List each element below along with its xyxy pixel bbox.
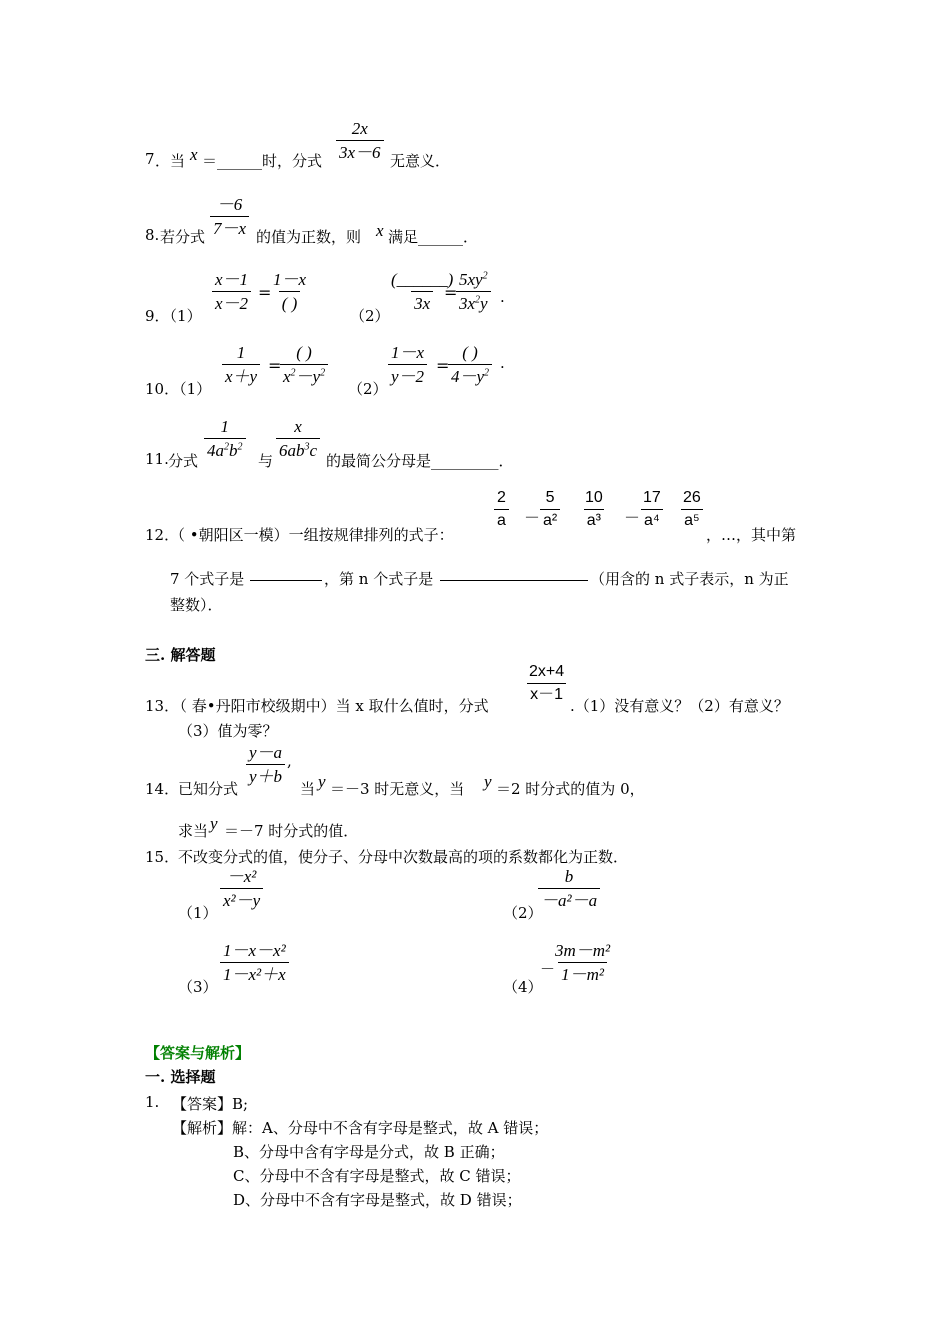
q10-frac-3: 1－x y－2 <box>388 344 427 385</box>
answer-1-number: 1. <box>145 1093 160 1111</box>
q13-number: 13． <box>145 697 180 715</box>
q9-frac-2: 1－x ( ) <box>273 270 307 313</box>
q7-var: x <box>190 145 198 164</box>
q15-frac-3: 1－x－x² 1－x²＋x <box>220 942 289 983</box>
q8-prefix: 若分式 <box>160 228 206 246</box>
q7-number: 7 <box>145 150 155 168</box>
q7-prefix: 当 <box>170 152 186 170</box>
answers-title: 【答案与解析】 <box>145 1044 251 1062</box>
q10-frac-2: ( ) $x^2-y^2$ <box>280 344 328 385</box>
q11-frac-2: x $6ab^3c$ <box>276 418 320 459</box>
q10-number: 10．（1） <box>145 380 212 398</box>
q12-blank-7th[interactable] <box>250 566 322 581</box>
q14-fraction: y－a y＋b <box>246 744 285 785</box>
q8-var: x <box>376 221 384 240</box>
q14-text3: ＝－3 时无意义，当 <box>330 780 465 798</box>
q15-text: 不改变分式的值，使分子、分母中次数最高的项的系数都化为正数． <box>178 848 629 866</box>
q11-number: 11. <box>145 450 169 468</box>
q10-frac-4: ( ) $4-y^2$ <box>448 344 492 385</box>
q15-frac-2: b －a²－a <box>538 868 600 909</box>
q12-term-fraction: 17 a⁴ <box>643 489 661 529</box>
q14-line2a: 求当 <box>178 822 209 840</box>
q11-prefix: 分式 <box>168 452 199 470</box>
q15-label-2: （2） <box>503 904 543 922</box>
q10-label-2: （2） <box>348 380 388 398</box>
q8-suffix: 满足______． <box>388 228 479 246</box>
q14-number: 14． <box>145 780 180 798</box>
q11-mid: 与 <box>258 452 274 470</box>
q7-suffix: 无意义． <box>390 152 451 170</box>
q12-line3: 整数）． <box>170 596 223 614</box>
q9-frac-1: x－1 x－2 <box>212 271 251 312</box>
q12-term-fraction: 5 a² <box>540 490 560 529</box>
q13-text1: （ 春•丹阳市校级期中）当 x 取什么值时，分式 <box>172 697 489 715</box>
q11-suffix: 的最简公分母是_________． <box>326 452 514 470</box>
answer-1-analysis: 【解析】解：A、分母中不含有字母是整式，故 A 错误； <box>172 1119 549 1137</box>
q14-var-3: y <box>210 814 218 833</box>
answer-1-b: B、分母中含有字母是分式，故 B 正确； <box>233 1143 505 1161</box>
q7-frac-num: 2x <box>351 119 368 138</box>
q12-term-fraction: 10 a³ <box>585 489 603 529</box>
q8-fraction <box>210 196 249 237</box>
q7-fraction <box>336 120 384 161</box>
q9-label-2: （2） <box>350 307 390 325</box>
q15-label-3: （3） <box>178 978 218 996</box>
q12-line1: （ •朝阳区一模）一组按规律排列的式子： <box>170 526 454 544</box>
q8-mid: 的值为正数，则 <box>256 228 362 246</box>
q14-text4: ＝2 时分式的值为 0， <box>496 780 645 798</box>
q15-label-4: （4） <box>503 978 543 996</box>
q14-text2: 当 <box>300 780 316 798</box>
q12-term-fraction: 2 a <box>494 490 509 529</box>
q8-frac-num: －6 <box>216 195 243 214</box>
q12-term-fraction: 26 a⁵ <box>683 489 701 529</box>
q12-line2b: ，第 n 个式子是 <box>324 570 434 588</box>
section-3-heading: 三. 解答题 <box>145 646 216 664</box>
q12-blank-nth[interactable] <box>440 566 588 581</box>
q15-frac-1: －x² x²－y <box>220 868 263 909</box>
answer-1-line: 【答案】B; <box>172 1095 249 1113</box>
q12-term-sign: － <box>624 510 641 527</box>
q8-number: 8. <box>145 226 160 244</box>
q14-var-1: y <box>318 772 326 791</box>
q15-frac-4: 3m－m² 1－m² <box>555 941 611 984</box>
q12-tail: ，…，其中第 <box>706 526 797 544</box>
q9-frac-4: $5xy^2$ $3x^2y$ <box>456 271 491 312</box>
answer-1-c: C、分母中不含有字母是整式，故 C 错误； <box>233 1167 521 1185</box>
q11-frac-1: 1 $4a^2b^2$ <box>204 418 246 459</box>
q15-number: 15． <box>145 848 180 866</box>
q9-number: 9．（1） <box>145 307 202 325</box>
q15-label-1: （1） <box>178 904 218 922</box>
q7-frac-den: 3x－6 <box>336 140 384 161</box>
q9-frac-3: (______) 3x <box>391 270 454 313</box>
q14-text1: 已知分式 <box>178 780 239 798</box>
q12-line2c: （用含的 n 式子表示，n 为正 <box>590 570 789 588</box>
q13-text2: .（1）没有意义？（2）有意义？ <box>570 697 789 715</box>
q12-line2a: 7 个式子是 <box>170 570 245 588</box>
q8-frac-den: 7－x <box>210 216 249 237</box>
q13-line2: （3）值为零？ <box>178 722 278 740</box>
q15-sign-4: － <box>540 960 556 978</box>
q10-frac-1: 1 x＋y <box>222 344 260 385</box>
answers-section-1: 一. 选择题 <box>145 1068 216 1086</box>
q12-term-sign: － <box>524 510 541 527</box>
answer-1-d: D、分母中不含有字母是整式，故 D 错误； <box>233 1191 522 1209</box>
q7-mid: ＝______时，分式 <box>202 152 323 170</box>
q14-var-2: y <box>484 772 492 791</box>
q13-fraction: 2x+4 x－1 <box>529 663 565 703</box>
q14-line2b: ＝－7 时分式的值． <box>224 822 359 840</box>
q12-number: 12． <box>145 526 180 544</box>
